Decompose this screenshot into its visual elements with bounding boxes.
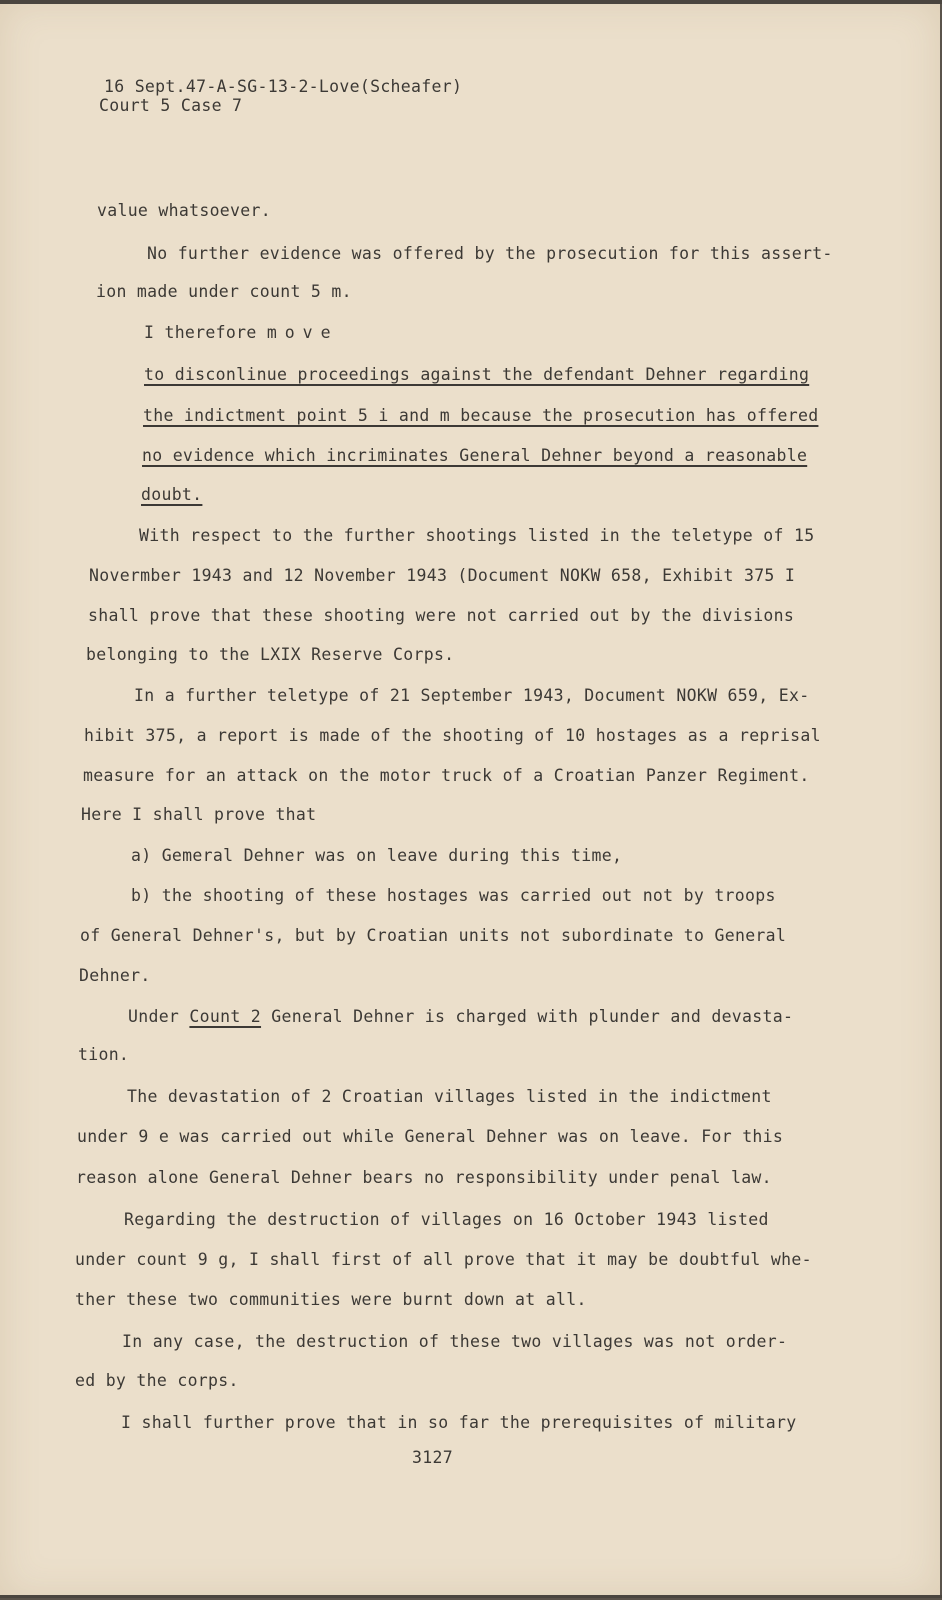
list-item-b: b) the shooting of these hostages was carried out not by troops bbox=[131, 886, 776, 905]
text-line: Regarding the destruction of villages on 16 October 1943 listed bbox=[124, 1210, 769, 1229]
motion-text-line: no evidence which incriminates General Dehner beyond a reasonable bbox=[142, 446, 808, 465]
text-line: under count 9 g, I shall first of all prove that it may be doubtful whe- bbox=[75, 1250, 812, 1269]
text-line: The devastation of 2 Croatian villages listed in the indictment bbox=[127, 1087, 772, 1106]
scan-top-edge bbox=[0, 0, 942, 4]
text-line: shall prove that these shooting were not carried out by the divisions bbox=[88, 606, 795, 625]
count-2-line bbox=[128, 1007, 793, 1027]
text-line: ther these two communities were burnt down at all. bbox=[75, 1290, 587, 1309]
text-line: Here I shall prove that bbox=[81, 805, 317, 824]
text-line: of General Dehner's, but by Croatian units not subordinate to General bbox=[80, 926, 787, 945]
motion-verb: move bbox=[266, 323, 339, 342]
text-line: tion. bbox=[78, 1045, 130, 1064]
page-number: 3127 bbox=[412, 1448, 453, 1467]
text-line: No further evidence was offered by the prosecution for this assert- bbox=[147, 244, 833, 263]
text-line: I shall further prove that in so far the prerequisites of military bbox=[121, 1413, 797, 1432]
scan-bottom-edge bbox=[0, 1595, 942, 1598]
text-line: Dehner. bbox=[79, 966, 151, 985]
header-court-case: Court 5 Case 7 bbox=[99, 96, 243, 115]
text-line: Novermber 1943 and 12 November 1943 (Document NOKW 658, Exhibit 375 I bbox=[89, 566, 796, 585]
text-line: belonging to the LXIX Reserve Corps. bbox=[86, 645, 455, 664]
motion-intro: I therefore bbox=[144, 323, 267, 342]
list-item-a: a) Gemeral Dehner was on leave during this time, bbox=[131, 846, 623, 865]
text-line: In a further teletype of 21 September 1943, Document NOKW 659, Ex- bbox=[134, 686, 810, 705]
header-reference: 16 Sept.47-A-SG-13-2-Love(Scheafer) bbox=[104, 77, 463, 96]
motion-text-line: to disconlinue proceedings against the defendant Dehner regarding bbox=[144, 365, 810, 384]
text-line: value whatsoever. bbox=[97, 201, 271, 220]
text-span: General Dehner is charged with plunder and devasta- bbox=[261, 1007, 794, 1026]
text-line: With respect to the further shootings listed in the teletype of 15 bbox=[139, 526, 815, 545]
text-line: measure for an attack on the motor truck of a Croatian Panzer Regiment. bbox=[83, 766, 810, 785]
text-line: ed by the corps. bbox=[75, 1371, 239, 1390]
motion-line bbox=[144, 323, 339, 343]
motion-text-line: the indictment point 5 i and m because the prosecution has offered bbox=[143, 406, 819, 425]
text-line: reason alone General Dehner bears no responsibility under penal law. bbox=[76, 1168, 772, 1187]
motion-text-line: doubt. bbox=[141, 485, 203, 504]
text-line: ion made under count 5 m. bbox=[96, 282, 352, 301]
text-span: Under bbox=[128, 1007, 190, 1026]
text-line: under 9 e was carried out while General Dehner was on leave. For this bbox=[77, 1127, 784, 1146]
text-line: hibit 375, a report is made of the shooting of 10 hostages as a reprisal bbox=[84, 726, 821, 745]
text-line: In any case, the destruction of these two villages was not order- bbox=[122, 1332, 788, 1351]
count-2-reference: Count 2 bbox=[189, 1007, 262, 1026]
